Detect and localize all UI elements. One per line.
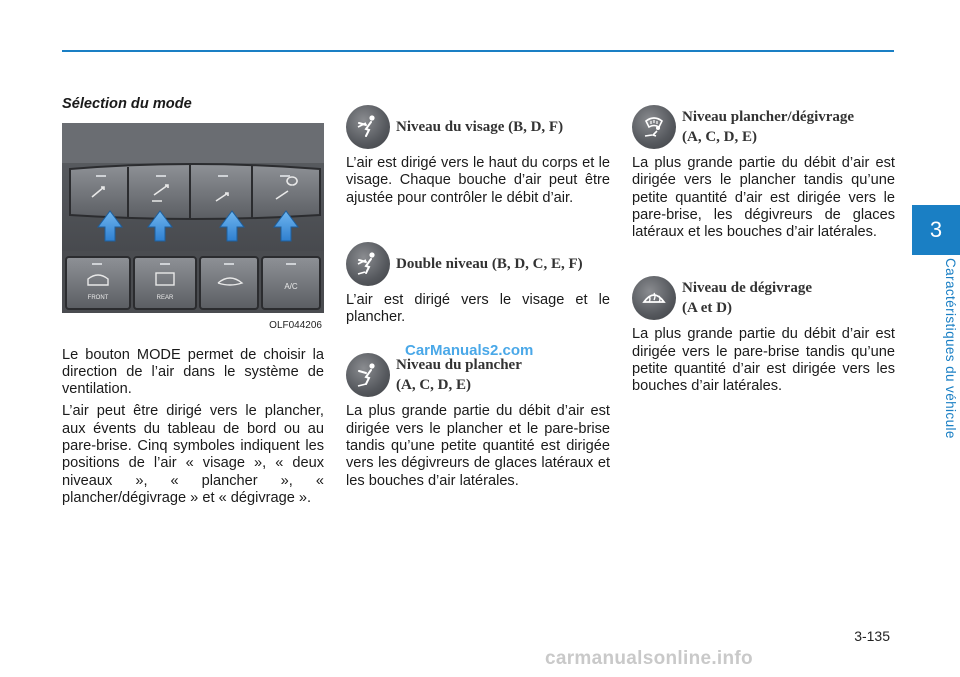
climate-panel-photo (62, 123, 324, 329)
mode-title: Niveau du plancher (396, 357, 522, 374)
column-left (62, 96, 324, 512)
column-right (632, 105, 895, 401)
watermark-bottom: carmanualsonline.info (545, 648, 753, 669)
watermark-top: CarManuals2.com (405, 342, 534, 359)
mode-heading-defrost (632, 276, 895, 320)
floor-defrost-icon (632, 105, 676, 149)
image-code: OLF044206 (269, 320, 322, 332)
paragraph: L’air peut être dirigé vers le plancher, aux évents du tableau de bord ou au pare-brise. Cinq symboles indiquent les positions de l’air « visage », « deux niveaux », « plancher », « plancher/dégivrage » et « dégivrage ». (62, 403, 324, 506)
paragraph: Le bouton MODE permet de choisir la direction de l’air dans le système de ventilation. (62, 346, 324, 398)
mode-heading-bilevel (346, 242, 610, 286)
mode-description: La plus grande partie du débit d’air est dirigée vers le pare-brise tandis qu’une petite quantité d’air est dirigée vers les bouches d’air latérales. (632, 326, 895, 395)
mode-heading-floor (346, 353, 610, 397)
section-heading: Sélection du mode (62, 96, 192, 112)
mode-title-line2: (A, C, D, E) (396, 377, 471, 394)
mode-description: L’air est dirigé vers le visage et le plancher. (346, 291, 610, 326)
mode-title: Niveau du visage (B, D, F) (396, 119, 564, 135)
mode-heading-floor-defrost (632, 105, 895, 149)
page-number: 3-135 (854, 628, 890, 644)
mode-description: La plus grande partie du débit d’air est dirigée vers le plancher tandis qu’une petite quantité d’air est dirigée vers le pare-brise, les dégivreurs de glaces latéraux et les bouches d’air latérales. (632, 155, 895, 241)
chapter-tab (912, 205, 960, 255)
mode-title-line2: (A et D) (682, 300, 732, 317)
mode-description: L’air est dirigé vers le haut du corps et le visage. Chaque bouche d’air peut être ajustée pour contrôler le débit d’air. (346, 155, 610, 206)
floor-vent-icon (346, 353, 390, 397)
column-middle (346, 105, 610, 495)
mode-title-line2: (A, C, D, E) (682, 129, 757, 145)
chapter-number: 3 (929, 217, 943, 242)
bi-level-vent-icon (346, 242, 390, 286)
rear-label: REAR (156, 295, 174, 302)
chapter-title: Caractéristiques du véhicule (943, 258, 958, 439)
header-rule (62, 50, 894, 52)
mode-title: Niveau plancher/dégivrage (682, 109, 855, 125)
face-vent-icon (346, 105, 390, 149)
mode-heading-face (346, 105, 610, 149)
mode-title: Niveau de dégivrage (682, 280, 812, 297)
ac-label: A/C (284, 282, 298, 292)
defrost-icon (632, 276, 676, 320)
mode-description: La plus grande partie du débit d’air est dirigée vers le plancher et le pare-brise tandis qu’une petite quantité est dirigée vers les dégivreurs de glaces latéraux et les bouches d’air latérales. (346, 403, 610, 489)
front-label: FRONT (87, 295, 109, 302)
mode-title: Double niveau (B, D, C, E, F) (396, 255, 583, 272)
